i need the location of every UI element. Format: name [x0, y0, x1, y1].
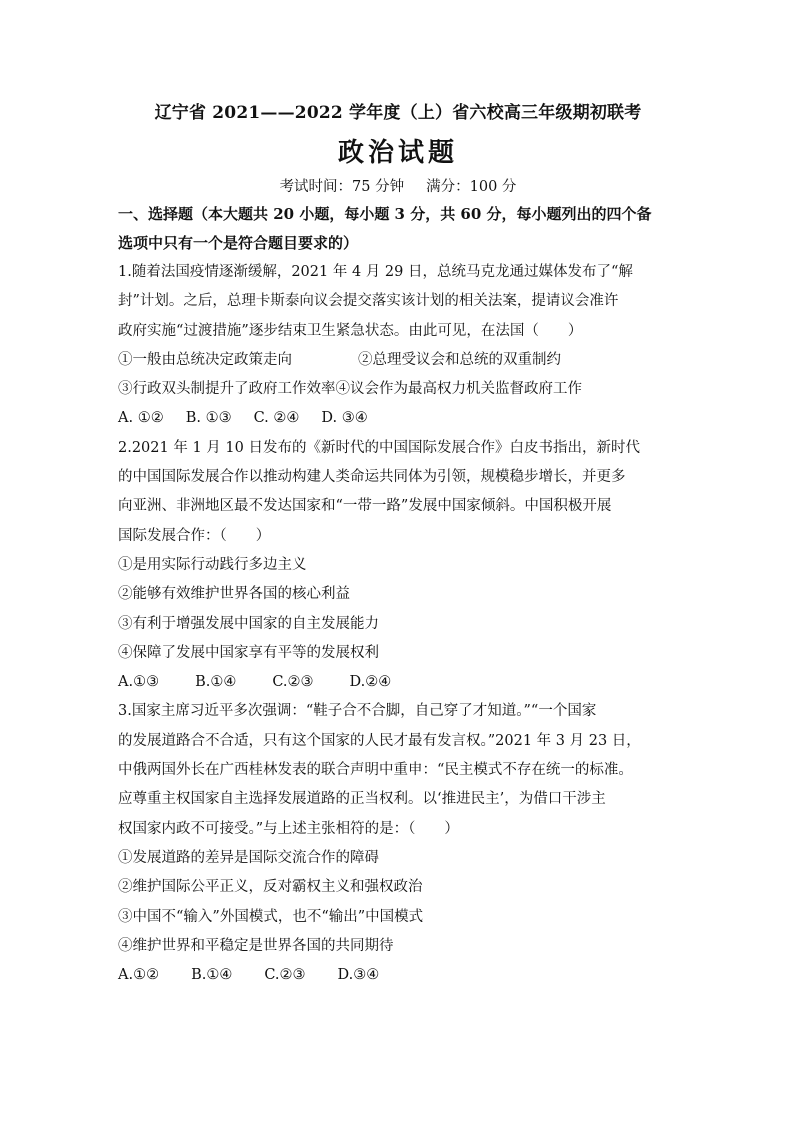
page-title: 政治试题: [337, 138, 458, 168]
option-b: B.①④: [195, 674, 237, 691]
option-b: B. ①③: [185, 410, 232, 427]
question-stem-line: 的发展道路合不合适，只有这个国家的人民才最有发言权。”2021 年 3 月 23 日，: [118, 732, 641, 749]
statement-item: ①是用实际行动践行多边主义: [118, 556, 307, 573]
statement-item: ①发展道路的差异是国际交流合作的障碍: [118, 849, 379, 866]
question-stem-line: 1.随着法国疫情逐渐缓解，2021 年 4 月 29 日，总统马克龙通过媒体发布了“解: [118, 264, 633, 280]
statement-item: ③中国不“输入”外国模式，也不“输出”中国模式: [118, 908, 424, 925]
question-stem-line: 2.2021 年 1 月 10 日发布的《新时代的中国国际发展合作》白皮书指出，新时代: [118, 439, 640, 456]
option-c: C.②③: [272, 674, 314, 691]
option-d: D. ③④: [321, 410, 368, 427]
question-stem-line: 中俄两国外长在广西桂林发表的联合声明中重申：“民主模式不存在统一的标准。: [118, 762, 633, 779]
statement-item: ④议会作为最高权力机关监督政府工作: [335, 381, 582, 398]
question-stem-line: 权国家内政不可接受。”与上述主张相符的是：（ ）: [118, 820, 459, 837]
question-stem-line: 向亚洲、非洲地区最不发达国家和“一带一路”发展中国家倾斜。中国积极开展: [118, 498, 612, 515]
section-heading: 一、选择题（本大题共 20 小题，每小题 3 分，共 60 分，每小题列出的四个备 选项中只有一个是符合题目要求的）: [118, 205, 652, 252]
statement-item: ③行政双头制提升了政府工作效率: [118, 381, 336, 398]
question-stem-line: 3.国家主席习近平多次强调：“鞋子合不合脚，自己穿了才知道。”“一个国家: [118, 703, 597, 720]
question-stem-line: 的中国国际发展合作以推动构建人类命运共同体为引领，规模稳步增长，并更多: [118, 469, 626, 486]
option-a: A.①③: [118, 674, 160, 691]
question-1: [118, 258, 678, 434]
question-stem-line: 封”计划。之后，总理卡斯泰向议会提交落实该计划的相关法案，提请议会准许: [118, 293, 619, 310]
exam-meta: [118, 176, 678, 198]
answer-options: [118, 404, 678, 433]
exam-time: 考试时间：75 分钟: [279, 179, 405, 195]
answer-options: [118, 668, 678, 697]
exam-header: 辽宁省 2021——2022 学年度（上）省六校高三年级期初联考: [154, 103, 642, 123]
answer-options: [118, 961, 678, 990]
option-a: A. ①②: [118, 410, 164, 427]
statement-item: ④维护世界和平稳定是世界各国的共同期待: [118, 937, 394, 954]
statement-item: ②维护国际公平正义，反对霸权主义和强权政治: [118, 879, 423, 896]
statement-item: ②总理受议会和总统的双重制约: [358, 351, 561, 368]
statement-row: [118, 375, 678, 404]
option-d: D.②④: [349, 674, 392, 691]
question-stem-line: 国际发展合作：（ ）: [118, 527, 271, 544]
statement-item: ①一般由总统决定政策走向: [118, 351, 292, 368]
question-stem-line: 应尊重主权国家自主选择发展道路的正当权利。以‘推进民主’，为借口干涉主: [118, 791, 606, 808]
option-a: A.①②: [118, 967, 160, 984]
exam-page: [118, 98, 678, 990]
statement-item: ③有利于增强发展中国家的自主发展能力: [118, 615, 379, 632]
statement-item: ④保障了发展中国家享有平等的发展权利: [118, 644, 379, 661]
statement-row: [118, 346, 678, 375]
statement-item: ②能够有效维护世界各国的核心利益: [118, 586, 350, 603]
option-c: C. ②④: [253, 410, 300, 427]
question-3: [118, 697, 678, 990]
option-b: B.①④: [191, 967, 233, 984]
option-d: D.③④: [337, 967, 380, 984]
question-2: [118, 434, 678, 698]
question-stem-line: 政府实施“过渡措施”逐步结束卫生紧急状态。由此可见，在法国（ ）: [118, 322, 583, 339]
exam-score: 满分：100 分: [426, 179, 517, 195]
option-c: C.②③: [264, 967, 306, 984]
